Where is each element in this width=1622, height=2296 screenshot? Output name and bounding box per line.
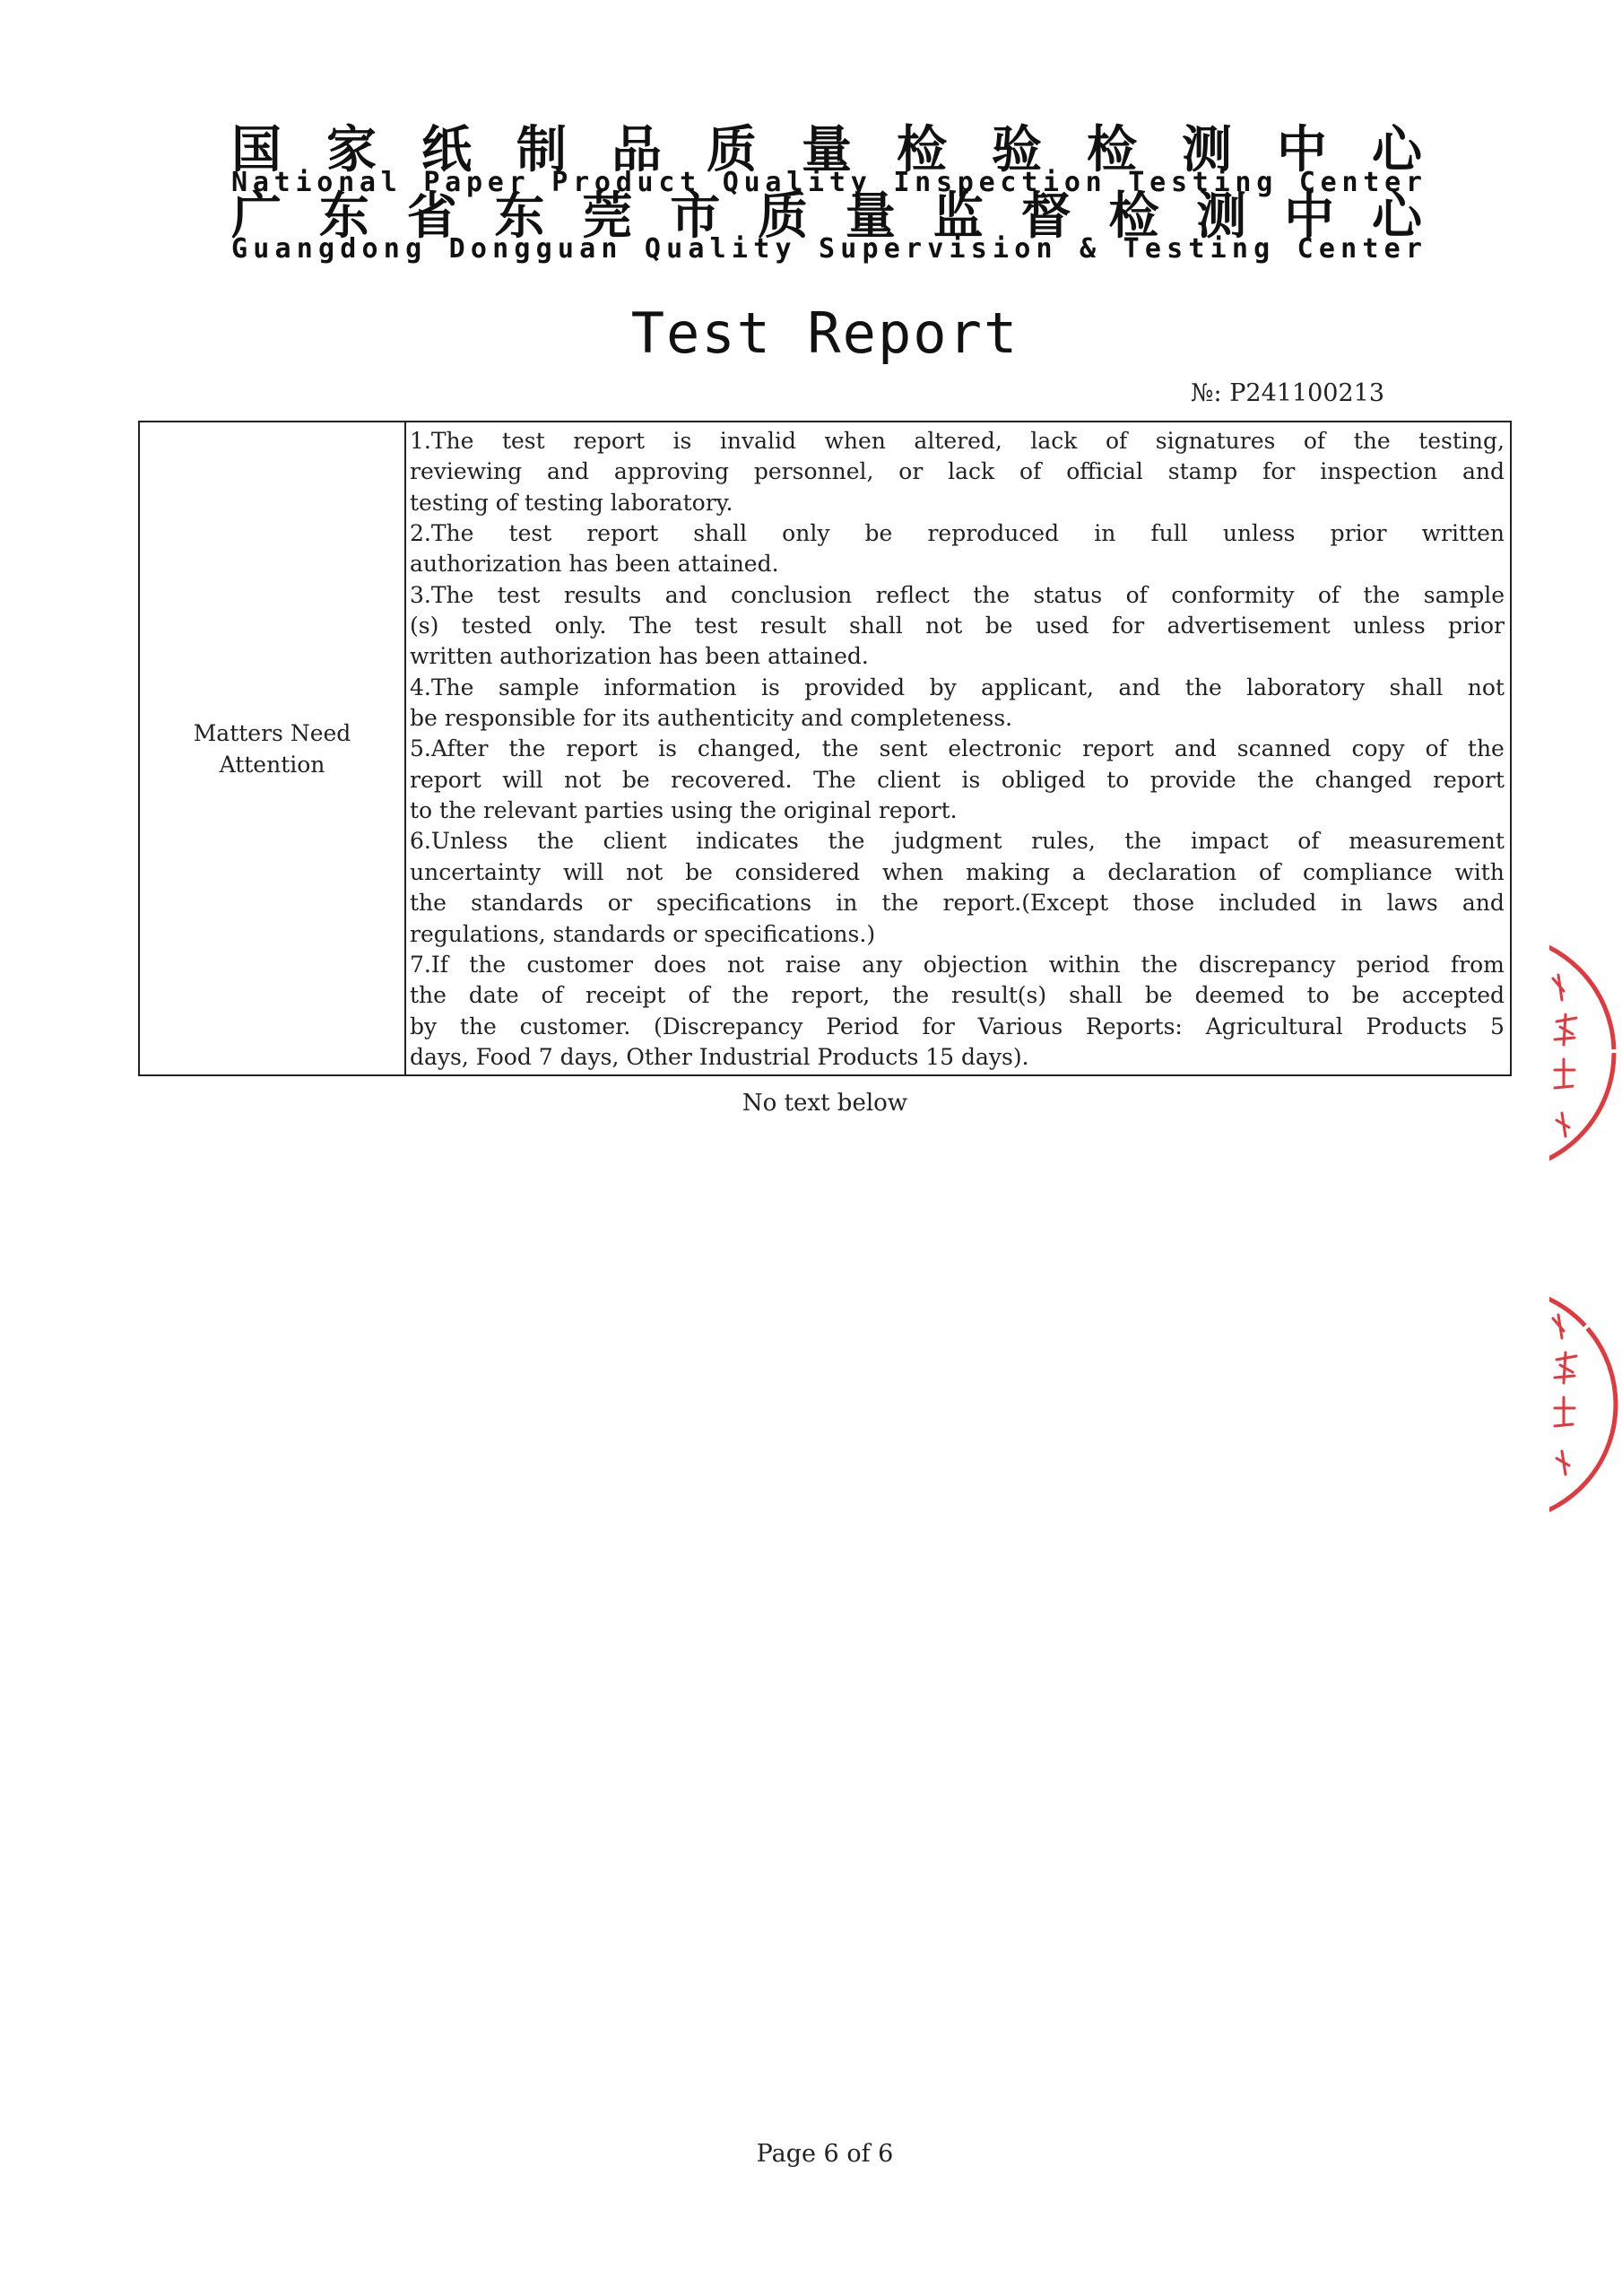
report-number: №: P241100213 xyxy=(1191,379,1384,407)
official-seal-stamp xyxy=(1549,928,1622,1178)
letterhead-line1-cn-char: 心 xyxy=(1372,121,1422,179)
letterhead-line2-cn-char: 省 xyxy=(406,187,457,246)
notice-line: testing of testing laboratory. xyxy=(410,489,733,516)
notice-label-line-1: Matters Need xyxy=(193,719,351,746)
letterhead-line1-cn-char: 制 xyxy=(516,121,567,179)
letterhead-line1-cn-char: 品 xyxy=(612,121,662,179)
notice-line: to the relevant parties using the original report. xyxy=(410,797,958,824)
letterhead-line2-cn-char: 量 xyxy=(845,187,896,246)
letterhead-line2-cn-char: 监 xyxy=(932,187,984,246)
letterhead-line2-cn-char: 测 xyxy=(1196,187,1247,246)
letterhead-line1-cn-char: 验 xyxy=(992,121,1042,179)
notice-line: 3.The test results and conclusion reflect the status of conformity of the sample xyxy=(410,581,1505,608)
notice-line: (s) tested only. The test result shall not be used for advertisement unless prior xyxy=(410,613,1505,639)
letterhead-line1-cn-char: 量 xyxy=(802,121,852,179)
letterhead-line2-cn-char: 广 xyxy=(231,187,282,246)
notice-line: 5.After the report is changed, the sent electronic report and scanned copy of the xyxy=(410,735,1505,762)
letterhead-line2-cn-char: 东 xyxy=(494,187,545,246)
letterhead-line1-en: National Paper Product Quality Inspection Testing Center xyxy=(231,167,1427,198)
letterhead-line1-cn-char: 检 xyxy=(897,121,947,179)
notice-line: days, Food 7 days, Other Industrial Products 15 days). xyxy=(410,1043,1029,1070)
letterhead-line1-cn-char: 国 xyxy=(231,121,282,179)
letterhead-line2-cn-char: 质 xyxy=(758,187,809,246)
letterhead-line1-cn-char: 测 xyxy=(1182,121,1232,179)
notice-line: 2.The test report shall only be reproduced in full unless prior written xyxy=(410,520,1505,547)
notice-line: 4.The sample information is provided by applicant, and the laboratory shall not xyxy=(410,674,1505,700)
letterhead-line1-cn-char: 质 xyxy=(707,121,757,179)
letterhead-en-line-2 xyxy=(231,233,1428,265)
notice-body xyxy=(406,422,1510,1074)
notice-line: regulations, standards or specifications.) xyxy=(410,920,876,947)
letterhead-line1-cn-char: 检 xyxy=(1087,121,1137,179)
notice-line: authorization has been attained. xyxy=(410,551,779,578)
notice-line: written authorization has been attained. xyxy=(410,643,869,670)
notice-table xyxy=(138,421,1512,1076)
report-title: Test Report xyxy=(630,300,1019,366)
notice-line: reviewing and approving personnel, or lack of official stamp for inspection and xyxy=(410,458,1505,485)
end-of-content-note: No text below xyxy=(742,1090,908,1117)
notice-label xyxy=(178,718,367,780)
letterhead-line2-cn-char: 莞 xyxy=(582,187,633,246)
letterhead-line2-en: Guangdong Dongguan Quality Supervision & Testing Center xyxy=(231,233,1428,265)
letterhead-line2-cn-char: 中 xyxy=(1284,187,1335,246)
letterhead-line1-cn-char: 纸 xyxy=(421,121,472,179)
letterhead-line2-cn-char: 检 xyxy=(1108,187,1159,246)
letterhead-line1-cn-char: 中 xyxy=(1277,121,1327,179)
notice-line: report will not be recovered. The client is obliged to provide the changed report xyxy=(410,766,1505,793)
notice-line: be responsible for its authenticity and completeness. xyxy=(410,705,1013,732)
notice-line: the date of receipt of the report, the result(s) shall be deemed to be accepted xyxy=(410,982,1505,1009)
letterhead-line2-cn-char: 东 xyxy=(318,187,369,246)
letterhead-line2-cn-char: 心 xyxy=(1371,187,1422,246)
page-number: Page 6 of 6 xyxy=(756,2140,894,2168)
notice-line: 6.Unless the client indicates the judgment rules, the impact of measurement xyxy=(410,828,1505,855)
letterhead-line2-cn-char: 市 xyxy=(670,187,721,246)
notice-line: by the customer. (Discrepancy Period for Various Reports: Agricultural Products 5 xyxy=(410,1013,1505,1039)
notice-line: 7.If the customer does not raise any objection within the discrepancy period from xyxy=(410,951,1505,978)
notice-label-line-2: Attention xyxy=(219,751,325,778)
notice-line: 1.The test report is invalid when altered, lack of signatures of the testing, xyxy=(410,428,1505,454)
letterhead-line2-cn-char: 督 xyxy=(1020,187,1071,246)
notice-line: the standards or specifications in the report.(Except those included in laws and xyxy=(410,890,1505,917)
notice-line: uncertainty will not be considered when making a declaration of compliance with xyxy=(410,858,1505,885)
notice-label-cell xyxy=(140,422,406,1074)
letterhead-line1-cn-char: 家 xyxy=(326,121,377,179)
cross-page-seal-stamp xyxy=(1549,1283,1622,1526)
